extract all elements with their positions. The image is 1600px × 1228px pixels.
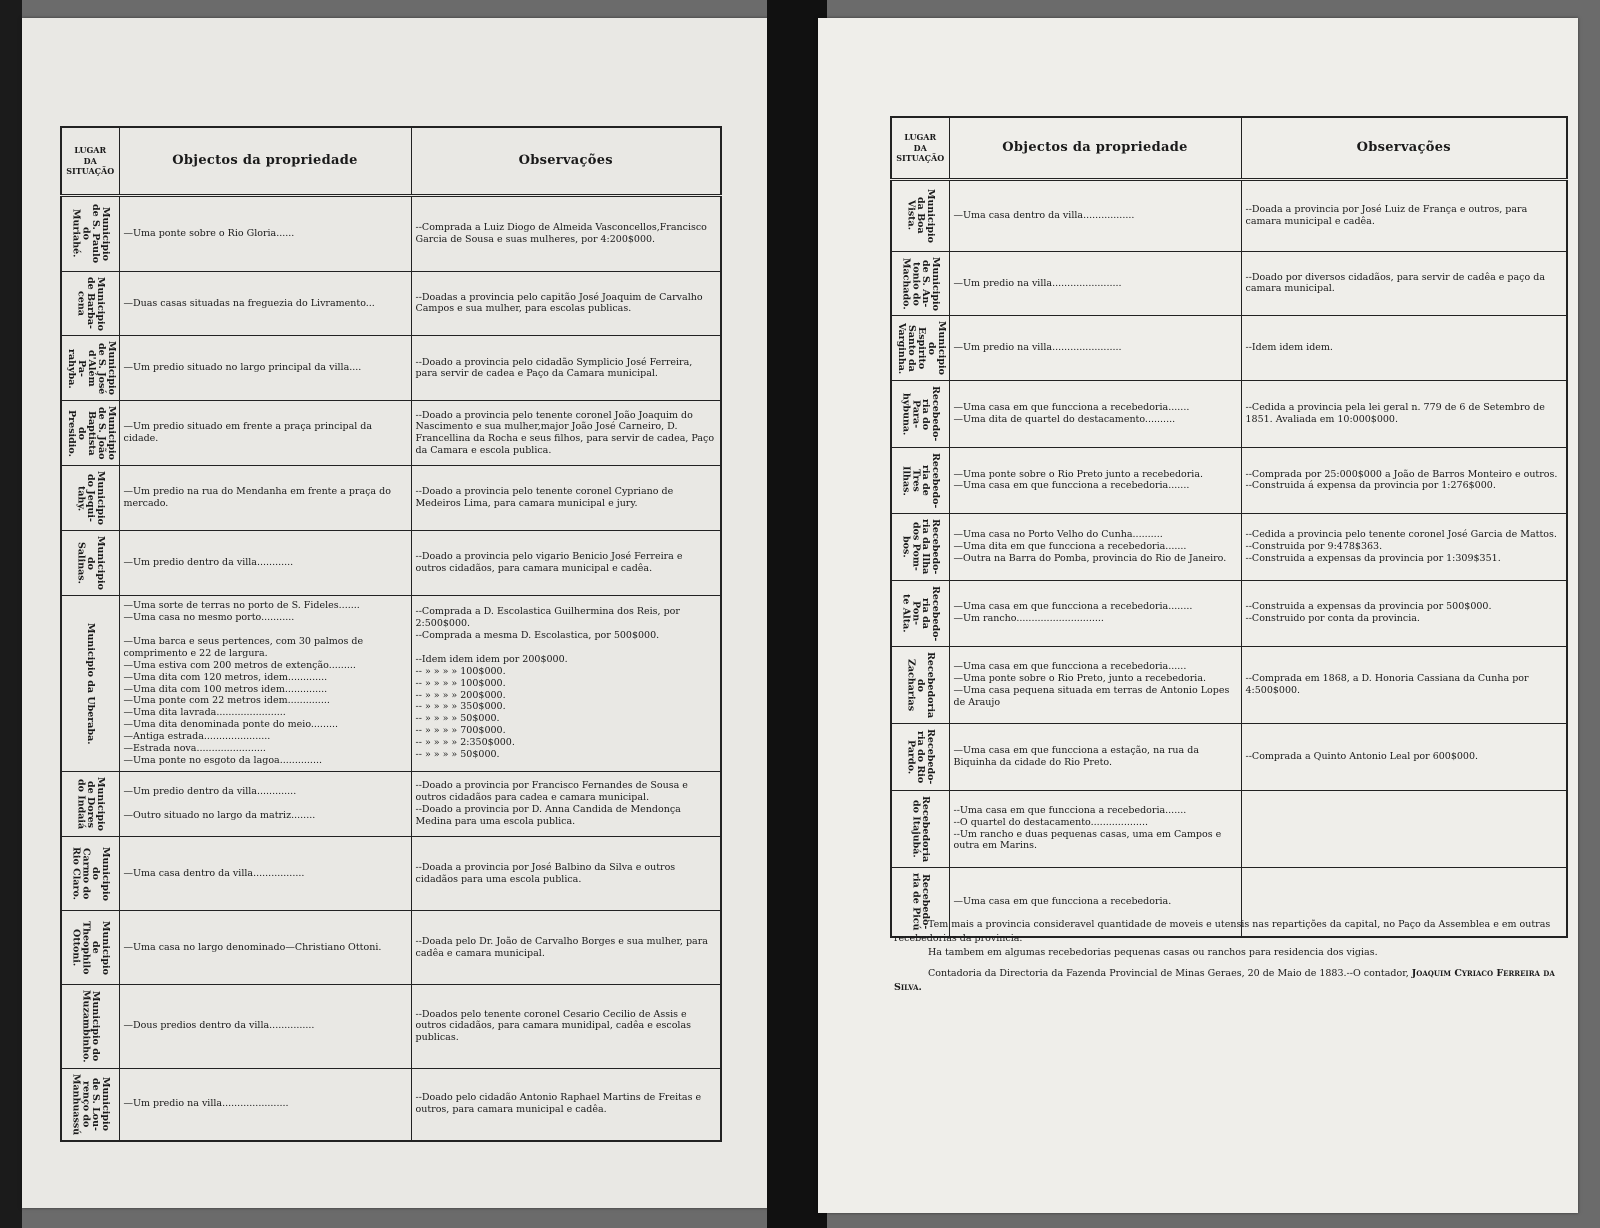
place-cell (61, 531, 119, 596)
observations-cell (1241, 179, 1567, 251)
objects-text: —Uma casa em que funcciona a recebedoria. (953, 896, 1172, 908)
objects-text: —Uma casa dentro da villa................. (953, 209, 1135, 221)
place-cell (891, 790, 949, 867)
place-label: Recebedoria do Zacharias (905, 651, 937, 719)
objects-text: —Dous predios dentro da villa............... (123, 1020, 315, 1032)
header-objectos: Objectos da propriedade (119, 127, 411, 195)
objects-text: --Uma casa em que funcciona a recebedoria....... --O quartel do destacamento................... --Um rancho e duas pequenas casas, uma em Campos e outra em Marins. (953, 804, 1222, 852)
table-row (61, 401, 721, 466)
place-label: Municipio de S. Lou- renço do Manhuassú (70, 1073, 112, 1135)
observations-cell (1241, 646, 1567, 723)
signature-line (894, 967, 1574, 995)
scan-left-edge (0, 0, 22, 1228)
observations-text: --Comprada por 25:000$000 a João de Barros Monteiro e outros. --Construida á expensa da provincia por 1:276$000. (1245, 468, 1558, 492)
observations-cell (1241, 580, 1567, 646)
table-row (61, 195, 721, 271)
objects-text: —Uma casa dentro da villa................. (123, 867, 305, 879)
header-observacoes: Observações (411, 127, 721, 195)
table-row (891, 381, 1567, 447)
place-label: Recebedo- ria da Pon- te Alta. (900, 585, 942, 641)
observations-cell (1241, 514, 1567, 580)
place-label: Recebedo- ria do Para- hybuna. (900, 386, 942, 442)
observations-cell (1241, 447, 1567, 513)
objects-text: —Uma ponte sobre o Rio Gloria...... (123, 227, 295, 239)
objects-text: —Um predio dentro da villa............ (123, 557, 294, 569)
objects-text: —Um predio dentro da villa............. —Outro situado no largo da matriz........ (123, 786, 316, 821)
place-cell (61, 985, 119, 1069)
observations-text: --Doado a provincia por Francisco Fernandes de Sousa e outros cidadãos para cadea e camara municipal. --Doado a provincia por D. Anna Candida de Mendonça Medina para uma escola publica. (415, 780, 688, 827)
table-row (891, 646, 1567, 723)
objects-text: —Um predio na villa....................... (953, 277, 1122, 289)
place-cell (61, 401, 119, 466)
table-row (61, 336, 721, 401)
place-cell (891, 514, 949, 580)
table-row (61, 466, 721, 531)
observations-text: --Cedida a provincia pelo tenente coronel José Garcia de Mattos. --Construida por 9:478$363. --Construida a expensas da provincia por 1:309$351. (1245, 529, 1557, 564)
header-lugar: LUGAR DA SITUAÇÃO (61, 127, 119, 195)
objects-cell (949, 447, 1241, 513)
observations-text: --Doada a provincia por José Luiz de França e outros, para camara municipal e cadêa. (1245, 203, 1528, 227)
observations-cell (411, 985, 721, 1069)
objects-cell (949, 381, 1241, 447)
objects-cell (119, 596, 411, 772)
objects-cell (949, 251, 1241, 316)
table-row (61, 1068, 721, 1141)
place-label: Municipio do Jequi- tahy. (75, 471, 107, 526)
place-label: Municipio de Theophilo Ottoni. (70, 920, 112, 975)
place-cell (891, 580, 949, 646)
place-cell (61, 596, 119, 772)
observations-text: --Doada pelo Dr. João de Carvalho Borges e sua mulher, para cadêa e camara municipal. (415, 935, 708, 959)
objects-text: —Uma sorte de terras no porto de S. Fideles....... —Uma casa no mesmo porto........... —Uma barca e seus pertences, com 30 palmos de comprimento e 22 de largura. —Uma estiva com 200 metros de extenção......... —Uma dita com 120 metros, idem............. —Uma dita com 100 metros idem.............. —Uma ponte com 22 metros idem.............. —Uma dita lavrada....................... —Uma dita denominada ponte do meio......... —Antiga estrada...................... —Estrada nova....................... —Uma ponte no esgoto da lagoa.............. (123, 600, 364, 766)
signature-name: Joaquim Cyriaco Ferreira da Silva. (894, 968, 1555, 994)
observations-cell (1241, 790, 1567, 867)
table-row (61, 271, 721, 336)
observations-cell (411, 401, 721, 466)
place-label: Municipio do Salinas. (75, 536, 107, 591)
table-row (891, 251, 1567, 316)
table-row (891, 514, 1567, 580)
observations-text: --Doado a provincia pelo tenente coronel Cypriano de Medeiros Lima, para camara municipal e jury. (415, 486, 674, 510)
header-observacoes: Observações (1241, 117, 1567, 179)
objects-cell (949, 514, 1241, 580)
note-furniture: Tem mais a provincia consideravel quantidade de moveis e utensis nas repartições da capital, no Paço da Assemblea e em outras recebedorias da provincia. (894, 919, 1551, 944)
observations-text: --Doado por diversos cidadãos, para servir de cadêa e paço da camara municipal. (1245, 271, 1545, 295)
objects-text: —Uma casa no largo denominado—Christiano Ottoni. (123, 941, 382, 953)
right-property-table (890, 116, 1568, 938)
place-label: Municipio de S. José d'Além Pa- rahyba. (65, 341, 117, 396)
place-cell (891, 447, 949, 513)
place-label: Municipio do Espirito Santo da Varginha. (895, 321, 947, 376)
place-cell (61, 837, 119, 911)
place-label: Municipio de S. João Baptista do Presidio. (65, 406, 117, 461)
place-cell (61, 911, 119, 985)
table-row (891, 724, 1567, 790)
place-cell (891, 646, 949, 723)
header-objectos: Objectos da propriedade (949, 117, 1241, 179)
place-label: Municipio de S. An- tonio do Machado. (900, 256, 942, 311)
observations-text: --Doado a provincia pelo vigario Benicio José Ferreira e outros cidadãos, para camara municipal e cadêa. (415, 551, 683, 575)
place-cell (891, 724, 949, 790)
objects-text: —Um predio na villa...................... (123, 1098, 289, 1110)
place-cell (61, 195, 119, 271)
objects-cell (119, 466, 411, 531)
closing-notes (894, 918, 1574, 995)
observations-cell (411, 531, 721, 596)
table-row (61, 837, 721, 911)
observations-cell (1241, 724, 1567, 790)
place-cell (891, 179, 949, 251)
objects-text: —Duas casas situadas na freguezia do Livramento... (123, 297, 375, 309)
place-label: Recebedo- ria de Tres Ilhas. (900, 452, 942, 509)
table-row (61, 911, 721, 985)
place-label: Recebedo- ria do Rio Pardo. (905, 729, 937, 785)
place-label: Municipio de S. Paulo do Muriahé. (70, 203, 112, 264)
place-label: Municipio do Muzambinho. (80, 990, 102, 1063)
place-label: Municipio do Carmo do Rio Claro. (70, 846, 112, 901)
objects-cell (949, 724, 1241, 790)
signature-text: Contadoria da Directoria da Fazenda Provincial de Minas Geraes, 20 de Maio de 1883.--O contador, (928, 968, 1409, 980)
observations-cell (411, 466, 721, 531)
observations-text: --Doado a provincia pelo tenente coronel João Joaquim do Nascimento e sua mulher,major João José Carneiro, D. Francellina da Rocha e seus filhos, para servir de cadea, Paço da Camara e escola publica. (415, 409, 715, 457)
objects-cell (119, 837, 411, 911)
objects-cell (119, 401, 411, 466)
table-row (891, 580, 1567, 646)
observations-cell (1241, 381, 1567, 447)
left-table-body (61, 195, 721, 1141)
objects-cell (119, 772, 411, 837)
left-property-table (60, 126, 722, 1142)
observations-text: --Doadas a provincia pelo capitão José Joaquim de Carvalho Campos e sua mulher, para escolas publicas. (415, 291, 703, 315)
objects-text: —Uma ponte sobre o Rio Preto junto a recebedoria. —Uma casa em que funcciona a recebedoria....... (953, 468, 1204, 492)
objects-text: —Uma casa em que funcciona a recebedoria....... —Uma dita de quartel do destacamento.......... (953, 402, 1190, 426)
objects-cell (949, 580, 1241, 646)
objects-cell (949, 316, 1241, 381)
objects-cell (119, 911, 411, 985)
observations-cell (411, 195, 721, 271)
observations-text: --Cedida a provincia pela lei geral n. 779 de 6 de Setembro de 1851. Avaliada em 10:000$000. (1245, 402, 1545, 426)
table-row (891, 179, 1567, 251)
observations-text: --Idem idem idem. (1245, 342, 1333, 354)
table-row (891, 790, 1567, 867)
observations-cell (411, 1068, 721, 1141)
observations-cell (411, 336, 721, 401)
observations-text: --Doado pelo cidadão Antonio Raphael Martins de Freitas e outros, para camara municipal e cadêa. (415, 1092, 702, 1116)
note-small-houses: Ha tambem em algumas recebedorias pequenas casas ou ranchos para residencia dos vigias. (928, 946, 1378, 958)
place-cell (61, 336, 119, 401)
observations-text: --Doada a provincia por José Balbino da Silva e outros cidadãos para uma escola publica. (415, 861, 676, 885)
observations-cell (411, 911, 721, 985)
observations-cell (411, 772, 721, 837)
place-cell (61, 466, 119, 531)
place-label: Municipio de Dores do Indaiá (75, 777, 107, 832)
objects-text: —Uma casa em que funcciona a estação, na rua da Biquinha da cidade do Rio Preto. (953, 744, 1199, 768)
table-row (61, 772, 721, 837)
table-row (891, 316, 1567, 381)
objects-text: —Uma casa em que funcciona a recebedoria...... —Uma ponte sobre o Rio Preto, junto a recebedoria. —Uma casa pequena situada em terras de Antonio Lopes de Araujo (953, 661, 1230, 708)
observations-text: --Doados pelo tenente coronel Cesario Cecilio de Assis e outros cidadãos, para camara munidipal, cadêa e escolas publicas. (415, 1008, 691, 1044)
objects-text: —Um predio situado em frente a praça principal da cidade. (123, 421, 373, 445)
place-cell (891, 316, 949, 381)
observations-text: --Comprada a D. Escolastica Guilhermina dos Reis, por 2:500$000. --Comprada a mesma D. Escolastica, por 500$000. --Idem idem idem por 200$000. -- » » » » 100$000. -- » » » » 100$000. -- » » » » 200$000. -- » » » » 350$000. -- » » » » 50$000. -- » » » » 700$000. -- » » » » 2:350$000. -- » » » » 50$000. (415, 606, 680, 760)
objects-cell (119, 336, 411, 401)
observations-cell (1241, 251, 1567, 316)
objects-text: —Uma casa no Porto Velho do Cunha.......... —Uma dita em que funcciona a recebedoria....... —Outra na Barra do Pomba, provincia do Rio de Janeiro. (953, 529, 1227, 564)
place-label: Municipio da Uberaba. (85, 622, 97, 745)
place-cell (891, 381, 949, 447)
header-lugar: LUGAR DA SITUAÇÃO (891, 117, 949, 179)
place-label: Recebedo- ria da Ilha dos Pom- bos. (900, 519, 942, 575)
objects-cell (949, 790, 1241, 867)
place-label: Recebedoria do Itajubá. (910, 795, 932, 862)
table-row (891, 447, 1567, 513)
observations-cell (411, 596, 721, 772)
objects-cell (949, 179, 1241, 251)
objects-cell (119, 1068, 411, 1141)
objects-cell (949, 646, 1241, 723)
place-label: Municipio de Barba- cena (75, 276, 107, 331)
table-row (61, 596, 721, 772)
observations-cell (411, 271, 721, 336)
place-label: Recebedo- ria de Picú (910, 873, 932, 931)
right-table-body (891, 179, 1567, 937)
observations-text: --Comprada a Quinto Antonio Leal por 600$000. (1245, 750, 1479, 762)
place-cell (61, 772, 119, 837)
objects-text: —Uma casa em que funcciona a recebedoria........ —Um rancho............................. (953, 601, 1193, 625)
observations-cell (411, 837, 721, 911)
objects-cell (119, 271, 411, 336)
objects-text: —Um predio na villa....................... (953, 342, 1122, 354)
place-cell (61, 271, 119, 336)
objects-cell (119, 531, 411, 596)
observations-text: --Doado a provincia pelo cidadão Symplicio José Ferreira, para servir de cadea e Paço da Camara municipal. (415, 356, 693, 380)
table-row (61, 985, 721, 1069)
observations-text: --Comprada em 1868, a D. Honoria Cassiana da Cunha por 4:500$000. (1245, 673, 1529, 696)
observations-text: --Comprada a Luiz Diogo de Almeida Vasconcellos,Francisco Garcia de Sousa e suas mulheres, por 4:200$000. (415, 221, 707, 245)
objects-cell (119, 985, 411, 1069)
place-cell (891, 251, 949, 316)
objects-text: —Um predio situado no largo principal da villa.... (123, 362, 362, 374)
objects-cell (119, 195, 411, 271)
place-label: Municipio da Boa Vista. (905, 188, 937, 243)
observations-cell (1241, 316, 1567, 381)
place-cell (61, 1068, 119, 1141)
table-row (61, 531, 721, 596)
observations-text: --Construida a expensas da provincia por 500$000. --Construido por conta da provincia. (1245, 601, 1492, 625)
objects-text: —Um predio na rua do Mendanha em frente a praça do mercado. (123, 486, 391, 510)
